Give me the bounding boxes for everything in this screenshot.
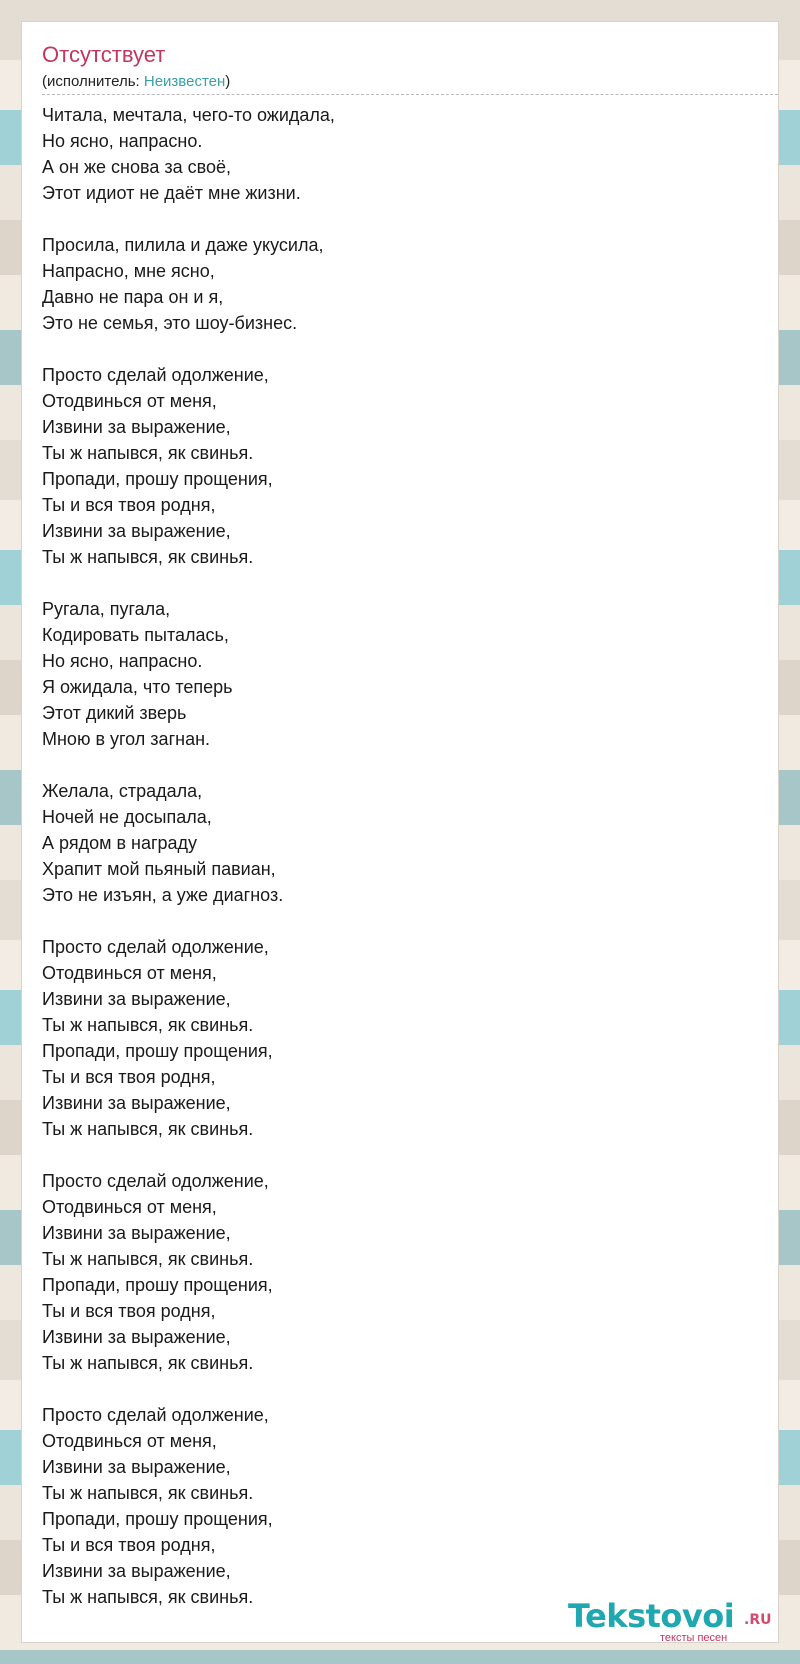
logo-tagline: тексты песен [660, 1632, 728, 1644]
artist-prefix: (исполнитель: [42, 73, 144, 90]
lyric-line: Ругала, пугала, [42, 599, 171, 619]
lyrics-stanza [42, 596, 722, 752]
lyric-line: Извини за выражение, [42, 417, 231, 437]
lyric-line: Ты ж напывся, як свинья. [42, 1015, 254, 1035]
divider [42, 94, 778, 95]
lyric-line: Отодвинься от меня, [42, 1197, 217, 1217]
lyric-line: Ты ж напывся, як свинья. [42, 1249, 254, 1269]
artist-suffix: ) [225, 73, 231, 90]
lyrics-stanza [42, 1168, 722, 1376]
lyric-line: Извини за выражение, [42, 1223, 231, 1243]
lyrics-stanza [42, 362, 722, 570]
lyric-line: Ты ж напывся, як свинья. [42, 1483, 254, 1503]
lyric-line: Просила, пилила и даже укусила, [42, 235, 324, 255]
lyrics-stanza [42, 232, 722, 336]
lyric-line: Ты ж напывся, як свинья. [42, 1587, 254, 1607]
lyric-line: Ты ж напывся, як свинья. [42, 443, 254, 463]
lyric-line: Этот идиот не даёт мне жизни. [42, 183, 301, 203]
lyrics-stanza [42, 778, 722, 908]
lyric-line: Храпит мой пьяный павиан, [42, 859, 276, 879]
lyric-line: Напрасно, мне ясно, [42, 261, 215, 281]
lyric-line: А рядом в награду [42, 833, 198, 853]
lyric-line: Я ожидала, что теперь [42, 677, 233, 697]
lyric-line: Просто сделай одолжение, [42, 937, 269, 957]
lyrics-card [22, 22, 778, 1642]
lyrics-stanza [42, 102, 722, 206]
lyric-line: Ты и вся твоя родня, [42, 1301, 216, 1321]
logo-tld: .RU [744, 1612, 772, 1628]
lyrics-body [42, 102, 722, 1636]
lyric-line: Читала, мечтала, чего-то ожидала, [42, 105, 335, 125]
lyric-line: Ты и вся твоя родня, [42, 495, 216, 515]
lyric-line: Желала, страдала, [42, 781, 203, 801]
lyric-line: Ты ж напывся, як свинья. [42, 547, 254, 567]
lyric-line: Пропади, прошу прощения, [42, 1041, 273, 1061]
site-logo[interactable] [568, 1597, 772, 1644]
artist-line [42, 73, 230, 91]
lyric-line: Отодвинься от меня, [42, 1431, 217, 1451]
lyric-line: Просто сделай одолжение, [42, 1405, 269, 1425]
lyric-line: Ты ж напывся, як свинья. [42, 1119, 254, 1139]
lyrics-stanza [42, 1402, 722, 1610]
lyric-line: Извини за выражение, [42, 1093, 231, 1113]
lyric-line: Извини за выражение, [42, 989, 231, 1009]
lyric-line: Давно не пара он и я, [42, 287, 224, 307]
lyric-line: Ты и вся твоя родня, [42, 1535, 216, 1555]
lyric-line: Извини за выражение, [42, 1457, 231, 1477]
lyric-line: Ты и вся твоя родня, [42, 1067, 216, 1087]
lyric-line: Пропади, прошу прощения, [42, 1275, 273, 1295]
lyrics-stanza [42, 934, 722, 1142]
lyric-line: Мною в угол загнан. [42, 729, 211, 749]
lyric-line: Просто сделай одолжение, [42, 1171, 269, 1191]
lyric-line: Но ясно, напрасно. [42, 651, 203, 671]
lyric-line: Пропади, прошу прощения, [42, 469, 273, 489]
lyric-line: Просто сделай одолжение, [42, 365, 269, 385]
lyric-line: Ты ж напывся, як свинья. [42, 1353, 254, 1373]
lyric-line: Но ясно, напрасно. [42, 131, 203, 151]
lyric-line: Это не изъян, а уже диагноз. [42, 885, 284, 905]
lyric-line: Пропади, прошу прощения, [42, 1509, 273, 1529]
song-title: Отсутствует [42, 42, 166, 67]
lyric-line: Отодвинься от меня, [42, 963, 217, 983]
lyric-line: Ночей не досыпала, [42, 807, 212, 827]
artist-link[interactable]: Неизвестен [143, 73, 226, 90]
lyric-line: Это не семья, это шоу-бизнес. [42, 313, 298, 333]
lyric-line: Извини за выражение, [42, 521, 231, 541]
lyric-line: А он же снова за своё, [42, 157, 231, 177]
lyric-line: Извини за выражение, [42, 1327, 231, 1347]
lyric-line: Этот дикий зверь [42, 703, 187, 723]
logo-wordmark: Tekstovoi [568, 1597, 735, 1635]
lyric-line: Кодировать пыталась, [42, 625, 229, 645]
lyric-line: Извини за выражение, [42, 1561, 231, 1581]
lyric-line: Отодвинься от меня, [42, 391, 217, 411]
